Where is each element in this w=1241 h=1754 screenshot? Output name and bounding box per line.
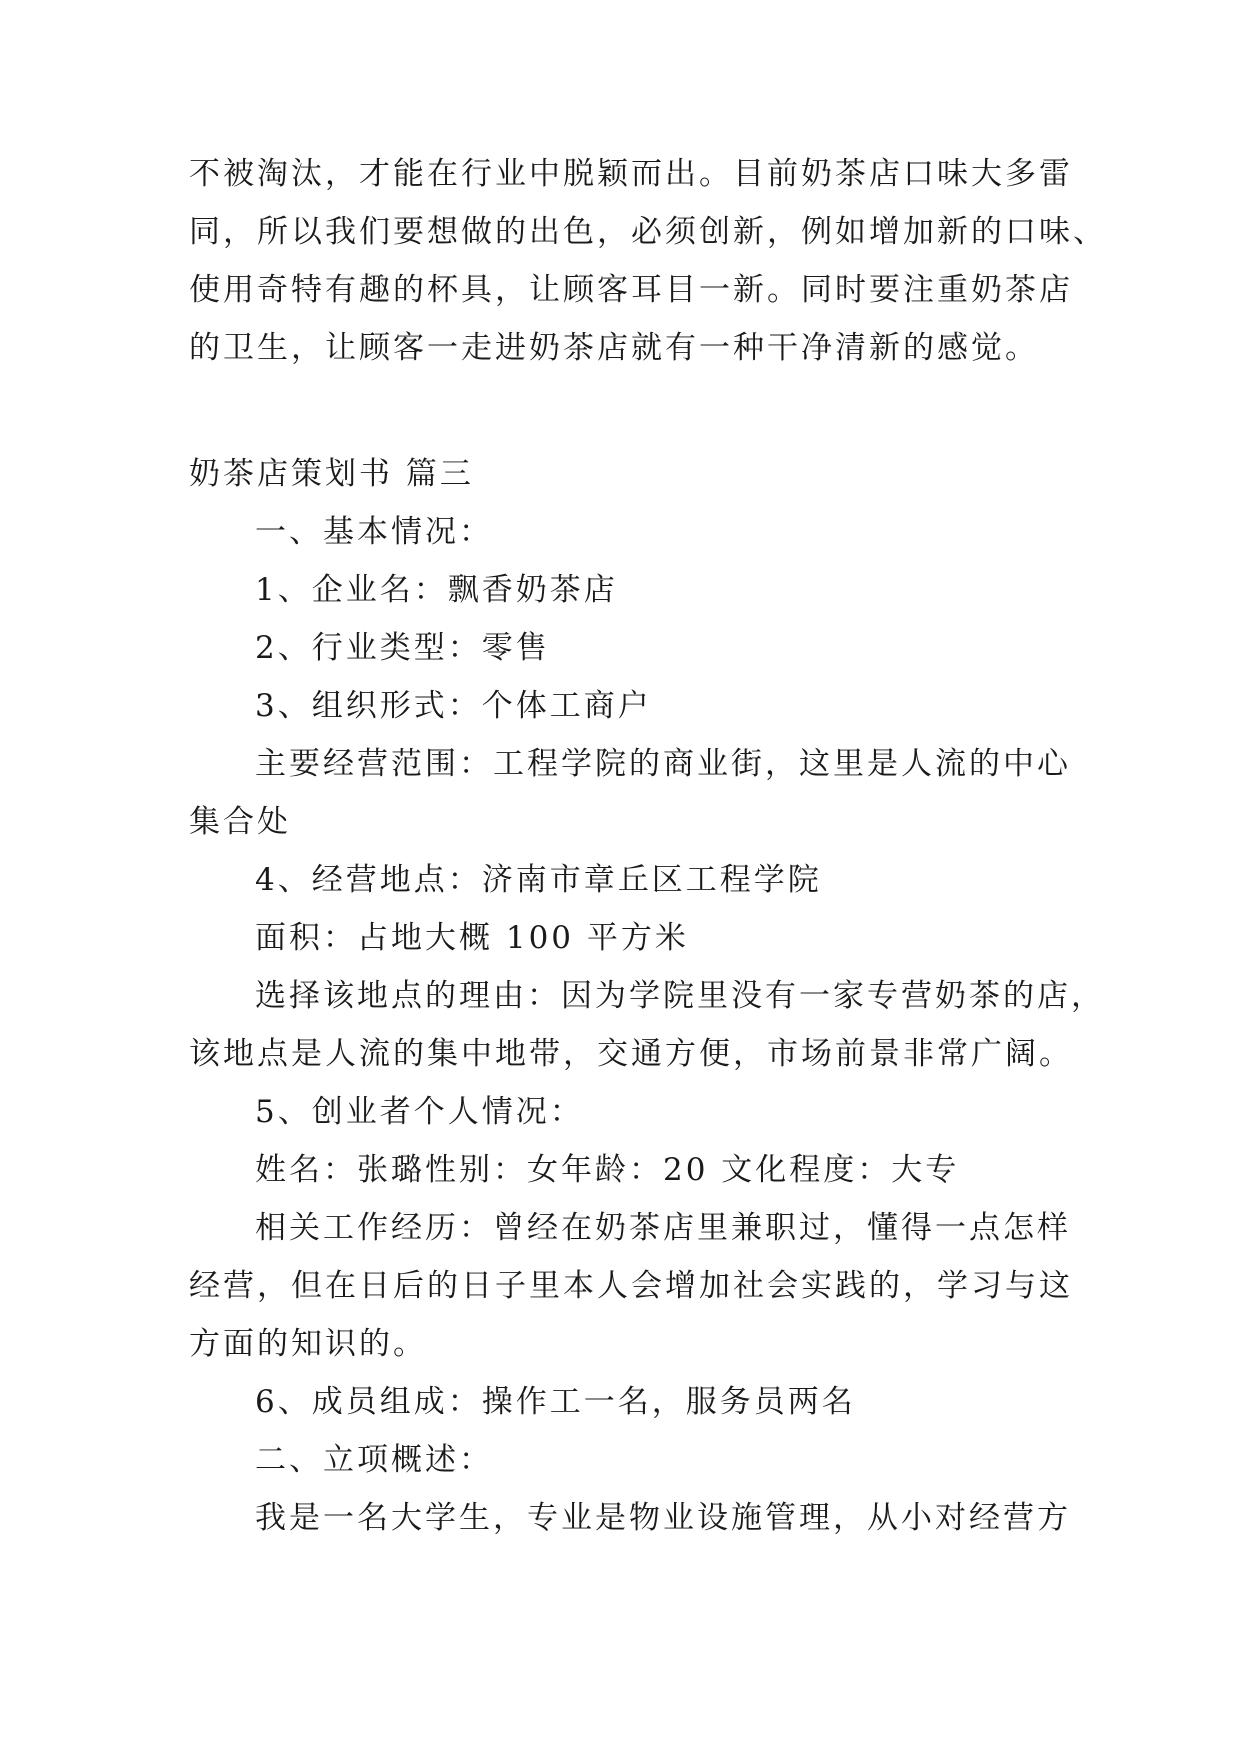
- paragraph-line: 主要经营范围：工程学院的商业街，这里是人流的中心: [255, 746, 1071, 782]
- list-item: 3、组织形式：个体工商户: [255, 688, 652, 724]
- paragraph-line: 不被淘汰，才能在行业中脱颖而出。目前奶茶店口味大多雷: [189, 156, 1073, 192]
- paragraph-line: 选择该地点的理由：因为学院里没有一家专营奶茶的店，: [255, 978, 1105, 1014]
- list-item: 6、成员组成：操作工一名，服务员两名: [255, 1384, 856, 1420]
- paragraph-line: 该地点是人流的集中地带，交通方便，市场前景非常广阔。: [189, 1036, 1073, 1072]
- paragraph-line: 面积：占地大概 100 平方米: [255, 920, 689, 956]
- list-item: 1、企业名：飘香奶茶店: [255, 572, 618, 608]
- section-heading: 奶茶店策划书 篇三: [189, 456, 474, 492]
- paragraph-line: 使用奇特有趣的杯具，让顾客耳目一新。同时要注重奶茶店: [189, 272, 1073, 308]
- list-item: 4、经营地点：济南市章丘区工程学院: [255, 862, 822, 898]
- paragraph-line: 同，所以我们要想做的出色，必须创新，例如增加新的口味、: [189, 214, 1107, 250]
- paragraph-line: 我是一名大学生，专业是物业设施管理，从小对经营方: [255, 1500, 1071, 1536]
- paragraph-line: 的卫生，让顾客一走进奶茶店就有一种干净清新的感觉。: [189, 330, 1039, 366]
- paragraph-line: 方面的知识的。: [189, 1326, 427, 1362]
- paragraph-line: 姓名：张璐性别：女年龄：20 文化程度：大专: [255, 1152, 960, 1188]
- paragraph-line: 相关工作经历：曾经在奶茶店里兼职过，懂得一点怎样: [255, 1210, 1071, 1246]
- list-item: 2、行业类型：零售: [255, 630, 550, 666]
- paragraph-line: 经营，但在日后的日子里本人会增加社会实践的，学习与这: [189, 1268, 1073, 1304]
- subheading-basic-info: 一、基本情况：: [255, 514, 493, 550]
- subheading-overview: 二、立项概述：: [255, 1442, 493, 1478]
- list-item: 5、创业者个人情况：: [255, 1094, 584, 1130]
- paragraph-line: 集合处: [189, 804, 291, 840]
